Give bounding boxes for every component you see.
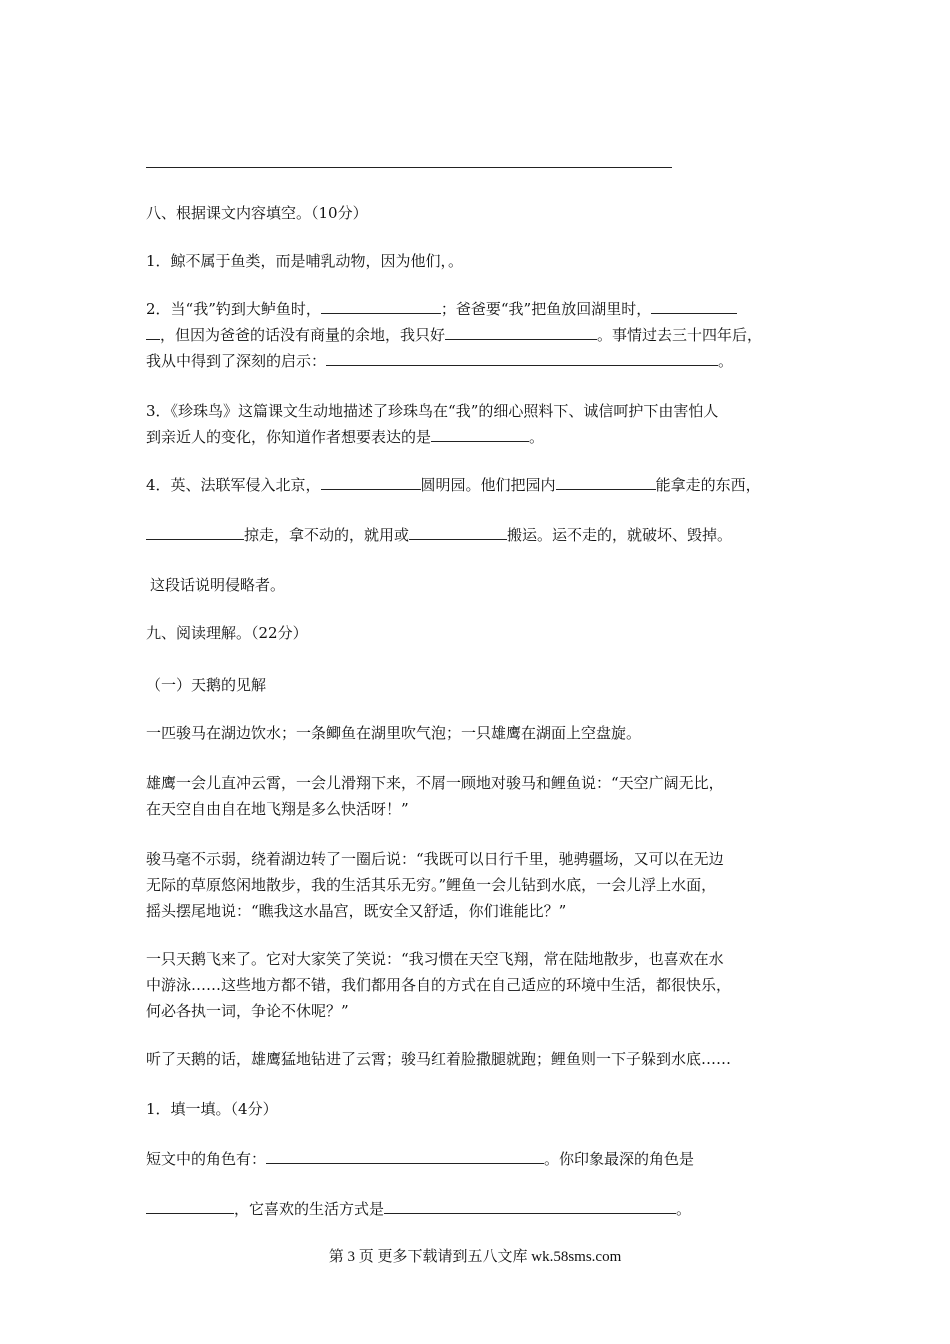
reading-paragraph: 雄鹰一会儿直冲云霄，一会儿滑翔下来，不屑一顾地对骏马和鲤鱼说：“天空广阔无比， — [146, 774, 724, 792]
q8-3-text: 。 — [529, 428, 545, 446]
q8-2-line3 — [146, 348, 816, 374]
fill-blank — [445, 322, 597, 340]
fill-blank — [266, 1146, 544, 1164]
fill-blank — [384, 1196, 676, 1214]
fill-blank — [146, 522, 244, 540]
section-9-heading: 九、阅读理解。（22分） — [146, 624, 308, 642]
q8-4-text: 4．英、法联军侵入北京， — [146, 476, 321, 494]
q8-4-text: 掠走，拿不动的，就用或 — [244, 526, 410, 544]
q8-2-text: 我从中得到了深刻的启示： — [146, 352, 327, 370]
page-footer: 第 3 页 更多下载请到五八文库 wk.58sms.com — [328, 1249, 622, 1265]
section-8-heading: 八、根据课文内容填空。（10分） — [146, 204, 368, 222]
q8-2-line2 — [146, 322, 816, 348]
q9-1-heading: 1．填一填。（4分） — [146, 1100, 278, 1118]
fill-blank — [146, 1196, 234, 1214]
q8-4-line3: 这段话说明侵略者。 — [150, 576, 286, 594]
fill-blank — [651, 296, 737, 314]
fill-blank — [431, 424, 529, 442]
q9-1-text: ，它喜欢的生活方式是 — [234, 1200, 385, 1218]
q8-2-text: 。事情过去三十四年后， — [597, 326, 763, 344]
q8-4-line1 — [146, 472, 816, 498]
reading-paragraph: 在天空自由自在地飞翔是多么快活呀！” — [146, 800, 409, 818]
fill-blank — [326, 348, 718, 366]
reading-paragraph: 听了天鹅的话，雄鹰猛地钻进了云霄；骏马红着脸撒腿就跑；鲤鱼则一下子躲到水底…… — [146, 1050, 732, 1068]
q8-3-text: 到亲近人的变化，你知道作者想要表达的是 — [146, 428, 432, 446]
q8-2-text: ，但因为爸爸的话没有商量的余地，我只好 — [160, 326, 446, 344]
reading-paragraph: 中游泳……这些地方都不错，我们都用各自的方式在自己适应的环境中生活，都很快乐， — [146, 976, 732, 994]
q8-4-line2 — [146, 522, 816, 548]
fill-blank — [556, 472, 656, 490]
q9-1-text: 。 — [676, 1200, 692, 1218]
q8-4-text: 圆明园。他们把园内 — [420, 476, 556, 494]
reading-paragraph: 骏马毫不示弱，绕着湖边转了一圈后说：“我既可以日行千里，驰骋疆场，又可以在无边 — [146, 850, 724, 868]
q8-2-text: 2．当“我”钓到大鲈鱼时， — [146, 300, 321, 318]
reading-paragraph: 一匹骏马在湖边饮水；一条鲫鱼在湖里吹气泡；一只雄鹰在湖面上空盘旋。 — [146, 724, 642, 742]
q8-3-line2 — [146, 424, 816, 450]
q9-1-line1 — [146, 1146, 816, 1172]
q9-1-text: 。你印象最深的角色是 — [544, 1150, 695, 1168]
q8-4-text: 搬运。运不走的，就破坏、毁掉。 — [507, 526, 733, 544]
reading-title: （一）天鹅的见解 — [146, 676, 267, 694]
reading-paragraph: 无际的草原悠闲地散步，我的生活其乐无穷。”鲤鱼一会儿钻到水底，一会儿浮上水面， — [146, 876, 717, 894]
reading-paragraph: 摇头摆尾地说：“瞧我这水晶宫，既安全又舒适，你们谁能比？” — [146, 902, 567, 920]
q8-1: 1．鲸不属于鱼类，而是哺乳动物，因为他们，。 — [146, 252, 464, 270]
q8-4-text: 能拿走的东西， — [655, 476, 761, 494]
q8-3-line1: 3．《珍珠鸟》这篇课文生动地描述了珍珠鸟在“我”的细心照料下、诚信呵护下由害怕人 — [146, 402, 719, 420]
q8-2-line1 — [146, 296, 816, 322]
q8-2-text: 。 — [718, 352, 734, 370]
fill-blank — [321, 472, 421, 490]
q8-2-text: ；爸爸要“我”把鱼放回湖里时， — [440, 300, 652, 318]
reading-paragraph: 何必各执一词，争论不休呢？” — [146, 1002, 349, 1020]
answer-line — [146, 167, 672, 168]
reading-paragraph: 一只天鹅飞来了。它对大家笑了笑说：“我习惯在天空飞翔，常在陆地散步，也喜欢在水 — [146, 950, 724, 968]
fill-blank — [409, 522, 507, 540]
fill-blank — [321, 296, 441, 314]
q9-1-line2 — [146, 1196, 816, 1222]
q9-1-text: 短文中的角色有： — [146, 1150, 267, 1168]
fill-blank — [146, 322, 160, 340]
